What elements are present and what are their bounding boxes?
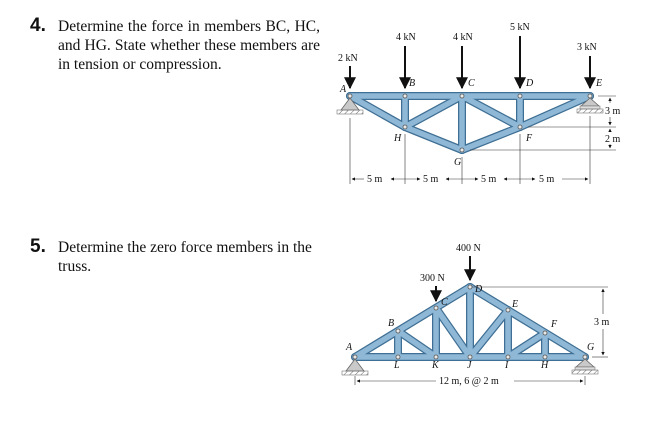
load-300N: 300 N [420,273,445,284]
problem-5-text: Determine the zero force members in the truss. [58,239,312,275]
truss-5-support-G [572,359,598,374]
node5-B: B [388,318,395,329]
node-C: C [468,78,475,89]
load-2kN: 2 kN [338,53,358,64]
height-3m-5: 3 m [594,317,610,328]
node5-H: H [541,360,549,371]
span-12m: 12 m, 6 @ 2 m [439,376,499,387]
node-F: F [526,133,533,144]
truss-figure-4 [337,22,621,185]
load-4kN-B: 4 kN [396,32,416,43]
node5-C: C [441,297,448,308]
span-3: 5 m [481,174,497,185]
problem-4-text: Determine the force in members BC, HC, and HG. State whether these members are in tension or compression. [58,18,320,73]
node5-E: E [512,299,519,310]
span-1: 5 m [367,174,383,185]
height-2m: 2 m [605,134,621,145]
height-3m: 3 m [605,106,621,117]
node5-L: L [394,360,400,371]
truss-4-members [350,96,590,150]
span-4: 5 m [539,174,555,185]
load-3kN-E: 3 kN [577,42,597,53]
node5-K: K [432,360,439,371]
problem-5-number: 5. [30,236,46,257]
node5-G: G [587,342,595,353]
node-G: G [454,157,462,168]
load-400N: 400 N [456,243,481,254]
node-H: H [394,133,402,144]
problem-4-number: 4. [30,15,46,36]
load-4kN-C: 4 kN [453,32,473,43]
node-D: D [526,78,534,89]
span-2: 5 m [423,174,439,185]
node5-F: F [551,319,558,330]
node-A: A [340,84,347,95]
node5-D: D [475,284,483,295]
node5-A: A [346,342,353,353]
truss-5-support-A [342,359,368,375]
node-B: B [409,78,416,89]
node5-I: I [505,360,509,371]
node-E: E [596,78,603,89]
truss-figure-5 [342,243,610,387]
load-5kN-D: 5 kN [510,22,530,33]
node5-J: J [467,360,472,371]
